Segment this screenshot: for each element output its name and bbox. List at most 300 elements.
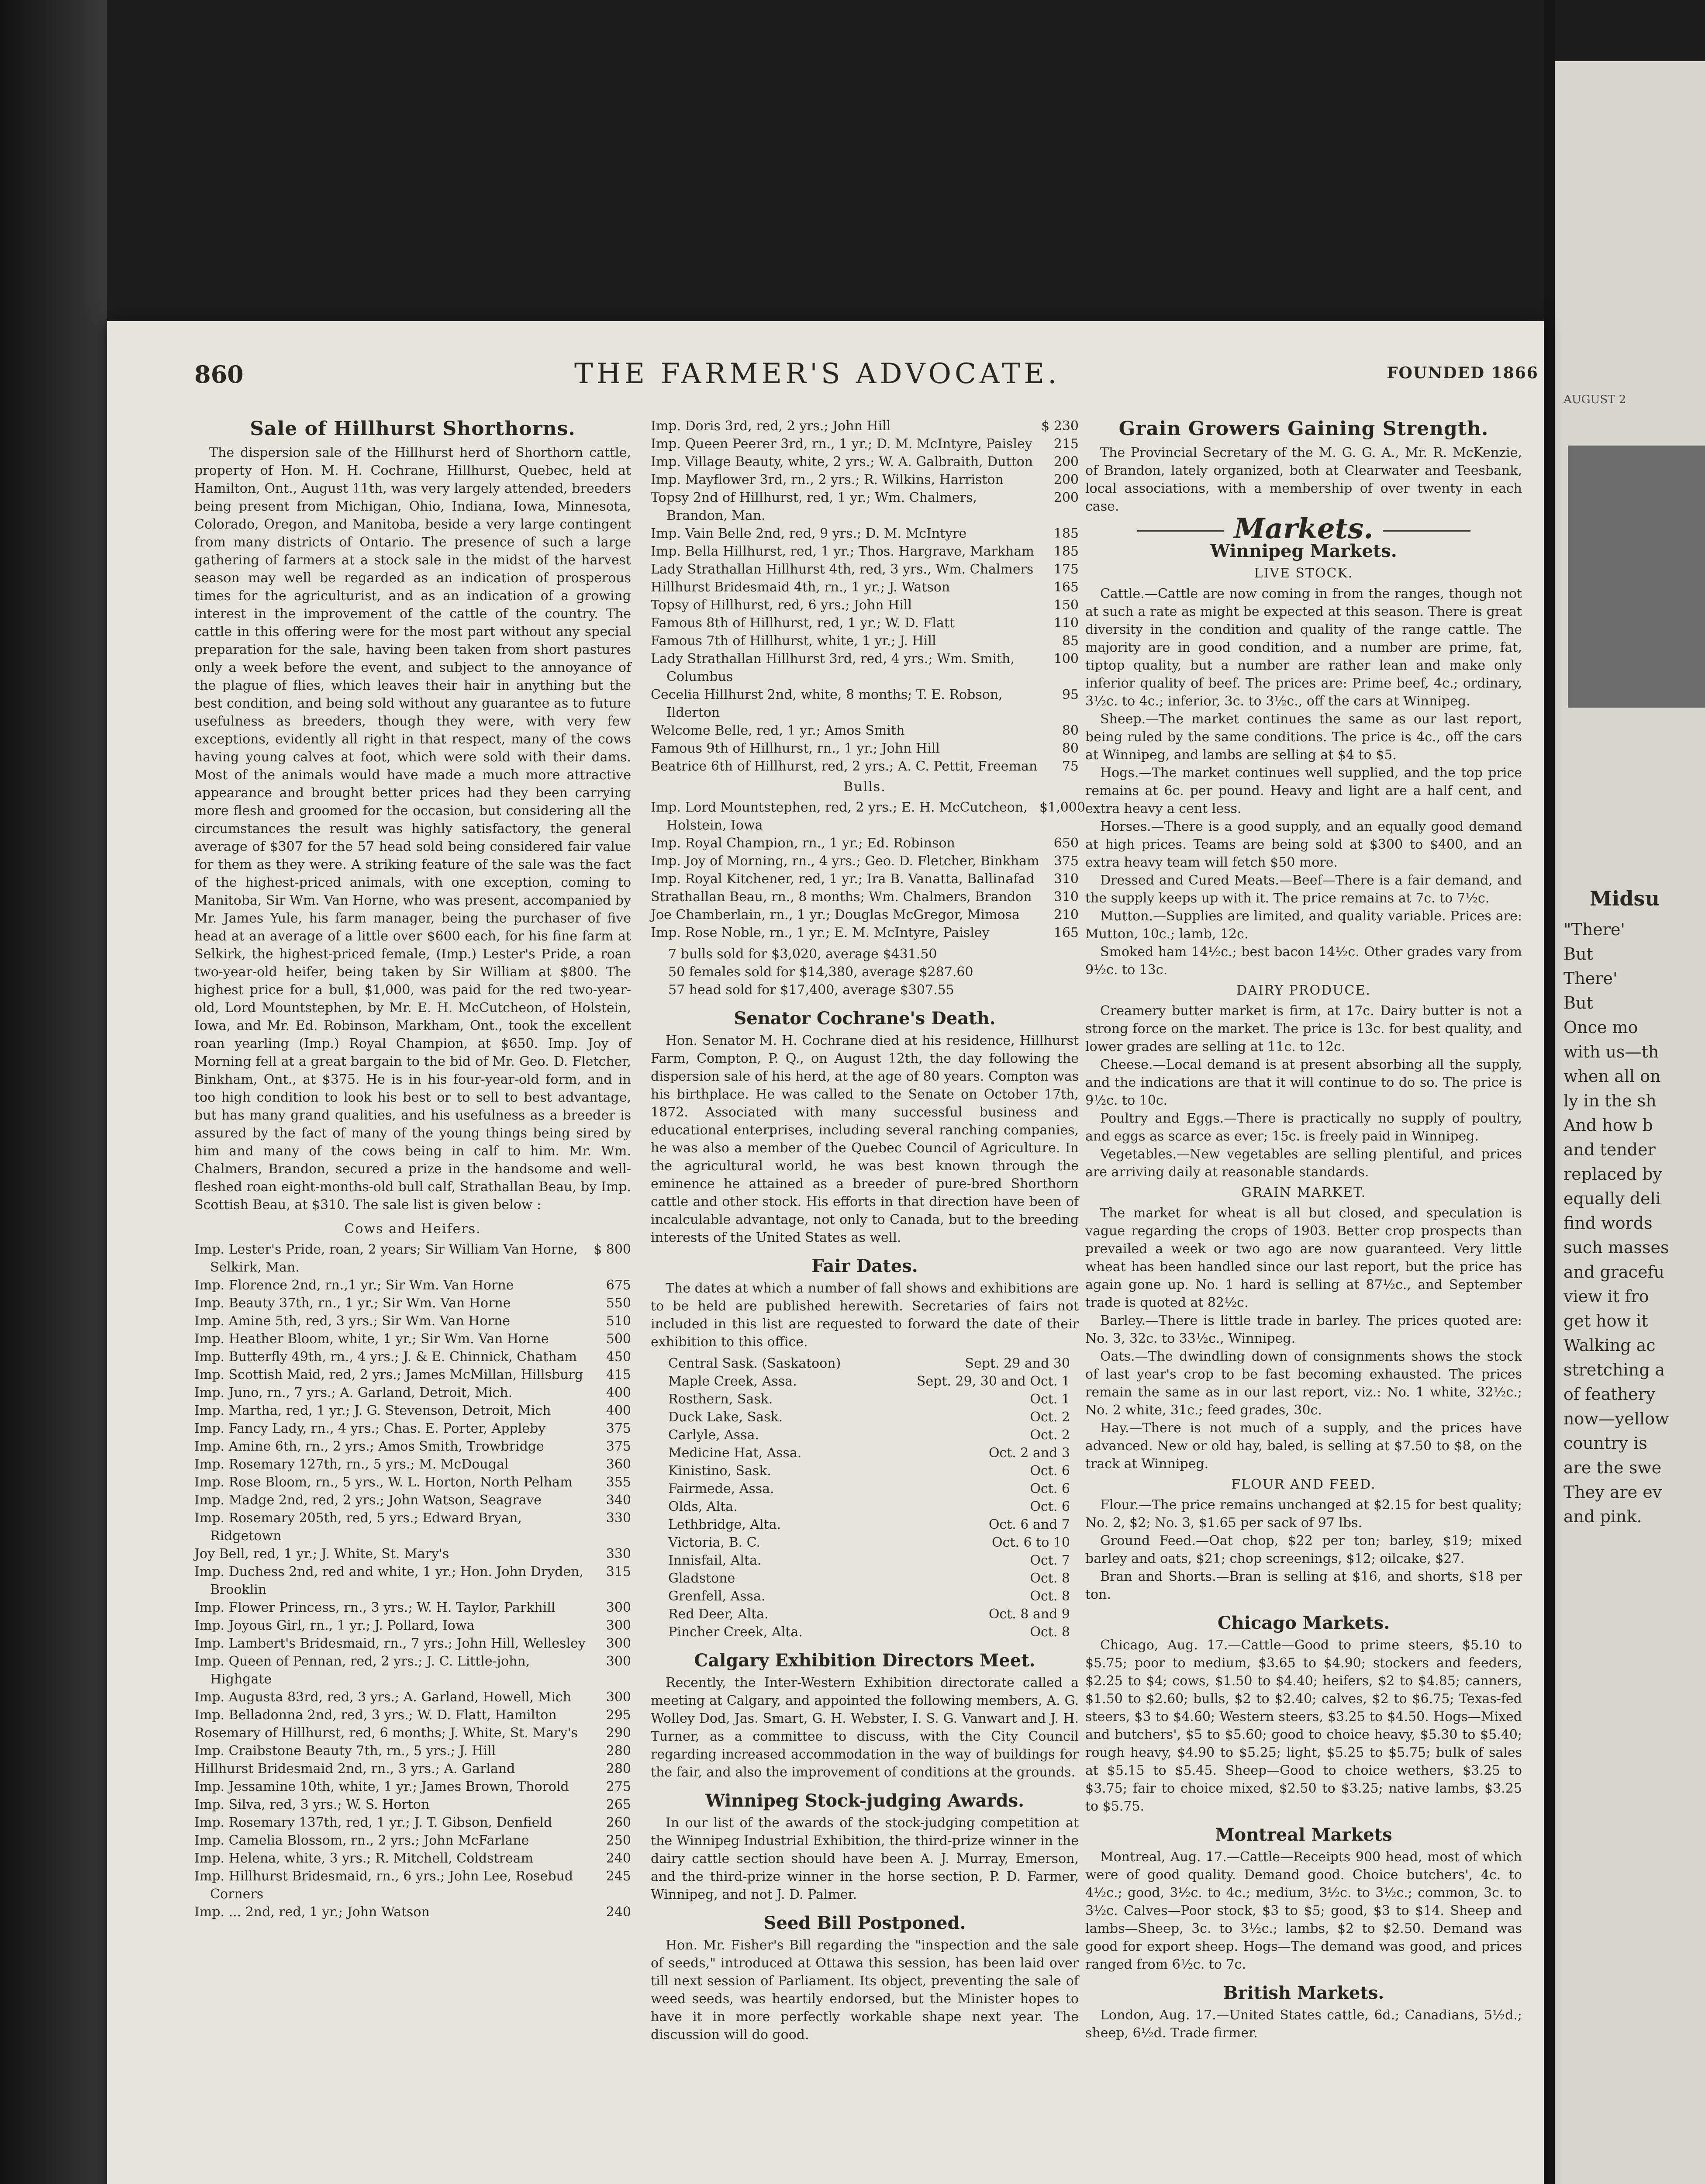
fair-date-row	[651, 1426, 1079, 1444]
next-page-line: are the swe	[1563, 1458, 1662, 1477]
fair-date-row	[651, 1355, 1079, 1372]
animal-buyer: Imp. Craibstone Beauty 7th, rn., 5 yrs.; J. Hill	[194, 1743, 496, 1759]
next-page-line: There'	[1563, 969, 1618, 988]
column-3	[1085, 417, 1522, 2042]
british-body: London, Aug. 17.—United States cattle, 6d.; Canadians, 5½d.; sheep, 6½d. Trade firmer.	[1085, 2008, 1522, 2041]
fair-date: Oct. 8	[1030, 1571, 1070, 1586]
animal-buyer: Imp. Royal Kitchener, red, 1 yr.; Ira B. Vanatta, Ballinafad	[651, 871, 1035, 887]
sale-price: 675	[606, 1278, 631, 1293]
livestock-heading: LIVE STOCK.	[1254, 566, 1353, 581]
chicago-title: Chicago Markets.	[1217, 1613, 1390, 1633]
next-page-text	[1563, 917, 1705, 1529]
animal-buyer: Imp. Duchess 2nd, red and white, 1 yr.; Hon. John Dryden, Brooklin	[194, 1564, 583, 1597]
judging-body: In our list of the awards of the stock-judging competition at the Winnipeg Industrial Exhibition, the third-prize winner in the dairy cattle section should have been A. J. Murray, Emerson, and the third-prize winner in the horse section, P. D. Farmer, Winnipeg, and not J. D. Palmer.	[651, 1815, 1079, 1902]
fair-place: Maple Creek, Assa.	[668, 1374, 797, 1389]
sale-entry	[194, 1724, 631, 1742]
sale-entry	[651, 596, 1079, 614]
sale-price: 500	[606, 1331, 631, 1347]
sale-entry	[651, 870, 1079, 888]
fair-date: Oct. 8 and 9	[988, 1607, 1070, 1622]
fair-date: Oct. 6 to 10	[992, 1535, 1070, 1550]
sale-price: 300	[606, 1618, 631, 1633]
animal-buyer: Imp. Royal Champion, rn., 1 yr.; Ed. Robinson	[651, 836, 955, 851]
sale-entry	[651, 852, 1079, 870]
animal-buyer: Hillhurst Bridesmaid 2nd, rn., 3 yrs.; A. Garland	[194, 1761, 515, 1776]
sale-entry	[651, 489, 1079, 525]
fair-date: Oct. 7	[1030, 1553, 1070, 1568]
market-paragraph: Vegetables.—New vegetables are selling plentiful, and prices are arriving daily at reasonable standards.	[1085, 1147, 1522, 1180]
fair-date-row	[651, 1552, 1079, 1569]
next-page-line: "There'	[1563, 920, 1625, 939]
next-page-line: now—yellow	[1563, 1409, 1669, 1428]
fair-date: Oct. 8	[1030, 1624, 1070, 1640]
fair-date-row	[651, 1462, 1079, 1480]
next-page-line: get how it	[1563, 1311, 1648, 1330]
divider	[1383, 530, 1470, 532]
cochrane-body: Hon. Senator M. H. Cochrane died at his residence, Hillhurst Farm, Compton, P. Q., on August 12th, the day following the dispersion sale of his herd, at the age of 80 years. Compton was his birthplace. He was called to the Senate on October 17th, 1872. Associated with many successful business and educational enterprises, including several ranching companies, he was also a member of the Quebec Council of Agriculture. In the agricultural world, he was best known through the eminence he attained as a breeder of pure-bred Shorthorn cattle and other stock. His efforts in that direction have been of incalculable advantage, not only to Canada, but to the breeding interests of the United States as well.	[651, 1033, 1079, 1245]
column-2	[651, 417, 1085, 2044]
fair-date: Sept. 29 and 30	[965, 1356, 1070, 1371]
fair-date-row	[651, 1408, 1079, 1426]
sale-entry	[194, 1849, 631, 1867]
sale-price: 210	[1053, 907, 1079, 923]
animal-buyer: Imp. ... 2nd, red, 1 yr.; John Watson	[194, 1904, 430, 1920]
montreal-body: Montreal, Aug. 17.—Cattle—Receipts 900 head, most of which were of good quality. Demand good. Choice butchers', 4c. to 4½c.; good, 3½c. to 4c.; medium, 3½c. to 3½c.; common, 3c. to 3½c. Calves—Poor stock, $3 to $5; good, $3 to $14. Sheep and lambs—Sheep, 3c. to 3½c.; lambs, $2 to $2.50. Demand was good for export sheep. Hogs—The demand was good, and prices ranged from 6½c. to 7c.	[1085, 1849, 1522, 1972]
sale-price: $1,000	[1039, 800, 1085, 815]
grain-report	[1085, 1204, 1522, 1473]
market-paragraph: Hogs.—The market continues well supplied, and the top price remains at 6c. per pound. Heavy and light are a half cent, and extra heavy a cent less.	[1085, 765, 1522, 816]
sale-price: 185	[1053, 526, 1079, 541]
cows-list-continued	[651, 417, 1079, 775]
sale-entry	[651, 798, 1085, 834]
market-paragraph: Cheese.—Local demand is at present absorbing all the supply, and the indications are that it will continue to do so. The price is 9½c. to 10c.	[1085, 1057, 1522, 1108]
fair-place: Gladstone	[668, 1571, 735, 1586]
next-page-line: find words	[1563, 1213, 1653, 1233]
fair-date-row	[651, 1516, 1079, 1534]
summary-line: 7 bulls sold for $3,020, average $431.50	[668, 947, 937, 962]
animal-buyer: Imp. Flower Princess, rn., 3 yrs.; W. H. Taylor, Parkhill	[194, 1600, 556, 1615]
market-paragraph: Mutton.—Supplies are limited, and quality variable. Prices are: Mutton, 10c.; lamb, 12c.	[1085, 909, 1522, 942]
animal-buyer: Imp. Amine 6th, rn., 2 yrs.; Amos Smith, Trowbridge	[194, 1439, 544, 1454]
sale-entry	[194, 1688, 631, 1706]
sale-entry	[194, 1330, 631, 1348]
sale-entry	[651, 525, 1079, 543]
animal-buyer: Imp. Madge 2nd, red, 2 yrs.; John Watson, Seagrave	[194, 1493, 542, 1508]
next-page-line: And how b	[1563, 1116, 1653, 1135]
animal-buyer: Imp. Joy of Morning, rn., 4 yrs.; Geo. D. Fletcher, Binkham	[651, 854, 1039, 869]
market-paragraph: Cattle.—Cattle are now coming in from the ranges, though not at such a rate as might be expected at this season. There is great diversity in the condition and quality of the range cattle. The majority are in good condition, and a number are prime, fat, tiptop quality, but a number are rather lean and make only inferior quality of beef. The prices are: Prime beef, 4c.; ordinary, 3½c. to 4c.; inferior, 3c. to 3½c., off the cars at Winnipeg.	[1085, 586, 1522, 709]
animal-buyer: Joe Chamberlain, rn., 1 yr.; Douglas McGregor, Mimosa	[651, 907, 1020, 923]
sale-entry	[194, 1348, 631, 1366]
sale-price: 300	[606, 1636, 631, 1651]
sale-price: 300	[606, 1690, 631, 1705]
sale-entry	[651, 722, 1079, 740]
fair-date-row	[651, 1372, 1079, 1390]
sale-entry	[194, 1742, 631, 1760]
sale-entry	[194, 1473, 631, 1491]
sale-price: 310	[1053, 871, 1079, 887]
sale-price: 200	[1053, 454, 1079, 470]
next-page-line: replaced by	[1563, 1165, 1662, 1184]
sale-entry	[651, 834, 1079, 852]
sale-price: 240	[606, 1851, 631, 1866]
livestock-report	[1085, 585, 1522, 979]
cows-heading: Cows and Heifers.	[344, 1221, 481, 1237]
fair-date: Oct. 1	[1030, 1392, 1070, 1407]
animal-buyer: Joy Bell, red, 1 yr.; J. White, St. Mary's	[194, 1546, 449, 1562]
sale-price: 550	[606, 1296, 631, 1311]
sale-entry	[194, 1420, 631, 1438]
sale-price: 450	[606, 1349, 631, 1365]
sale-entry	[194, 1617, 631, 1635]
page-number: 860	[194, 360, 244, 388]
animal-buyer: Imp. Juno, rn., 7 yrs.; A. Garland, Detroit, Mich.	[194, 1385, 513, 1400]
animal-buyer: Imp. Lambert's Bridesmaid, rn., 7 yrs.; John Hill, Wellesley	[194, 1636, 586, 1651]
animal-buyer: Imp. Lester's Pride, roan, 2 years; Sir William Van Horne, Selkirk, Man.	[194, 1242, 578, 1275]
sale-entry	[194, 1402, 631, 1420]
sale-price: 80	[1062, 723, 1079, 738]
sale-price: 360	[606, 1457, 631, 1472]
next-page-line: view it fro	[1563, 1287, 1649, 1306]
animal-buyer: Imp. Augusta 83rd, red, 3 yrs.; A. Garland, Howell, Mich	[194, 1690, 571, 1705]
summary-line: 50 females sold for $14,380, average $287.60	[668, 964, 973, 980]
next-page-fragment	[1555, 61, 1705, 2184]
sale-entry	[194, 1545, 631, 1563]
markets-banner	[1085, 512, 1522, 545]
fair-place: Olds, Alta.	[668, 1499, 738, 1514]
market-paragraph: The market for wheat is all but closed, and speculation is vague regarding the crops of 1903. Better crop prospects than prevailed a week or two ago are now guaranteed. Very little wheat has been handled since our last report, but the price has again gone up. No. 1 hard is selling at 87½c., and September trade is quoted at 82½c.	[1085, 1206, 1522, 1310]
fair-place: Innisfail, Alta.	[668, 1553, 762, 1568]
sale-entry	[651, 435, 1079, 453]
sale-price: 650	[1053, 836, 1079, 851]
sale-entry	[194, 1491, 631, 1509]
sale-price: 340	[606, 1493, 631, 1508]
sale-price: 315	[606, 1564, 631, 1579]
fair-place: Duck Lake, Sask.	[668, 1410, 783, 1425]
animal-buyer: Imp. Scottish Maid, red, 2 yrs.; James McMillan, Hillsburg	[194, 1367, 583, 1382]
sale-entry	[194, 1312, 631, 1330]
flour-heading: FLOUR AND FEED.	[1231, 1477, 1376, 1492]
animal-buyer: Imp. Jessamine 10th, white, 1 yr.; James Brown, Thorold	[194, 1779, 569, 1794]
grain-growers-body: The Provincial Secretary of the M. G. G. A., Mr. R. McKenzie, of Brandon, lately organized, both at Clearwater and Teesbank, local associations, with a membership of over twenty in each case.	[1085, 445, 1522, 514]
market-paragraph: Bran and Shorts.—Bran is selling at $16, and shorts, $18 per ton.	[1085, 1569, 1522, 1602]
animal-buyer: Imp. Amine 5th, red, 3 yrs.; Sir Wm. Van Horne	[194, 1313, 510, 1329]
sale-price: 290	[606, 1725, 631, 1741]
fair-place: Central Sask. (Saskatoon)	[668, 1356, 841, 1371]
animal-buyer: Imp. Village Beauty, white, 2 yrs.; W. A. Galbraith, Dutton	[651, 454, 1033, 470]
sale-price: 240	[606, 1904, 631, 1920]
masthead: THE FARMER'S ADVOCATE.	[574, 358, 1060, 390]
sale-entry	[194, 1796, 631, 1814]
bulls-heading: Bulls.	[843, 779, 886, 795]
sale-entry	[194, 1706, 631, 1724]
fair-date-row	[651, 1569, 1079, 1587]
next-page-line: They are ev	[1563, 1482, 1662, 1502]
fair-date: Oct. 6	[1030, 1481, 1070, 1496]
sale-price: 300	[606, 1654, 631, 1669]
sale-price: 95	[1062, 687, 1079, 702]
hillhurst-intro: The dispersion sale of the Hillhurst herd of Shorthorn cattle, property of Hon. M. H. Cochrane, Hillhurst, Quebec, held at Hamilton, Ont., August 11th, was very largely attended, breeders being present from Michigan, Ohio, Indiana, Iowa, Minnesota, Colorado, Oregon, and Manitoba, beside a very large contingent from many districts of Ontario. The presence of such a large gathering of farmers at a stock sale in the midst of the harvest season may well be regarded as an indication of prosperous times for the agriculturist, and as an indication of a growing interest in the improvement of the cattle of the country. The cattle in this offering were for the most part without any special preparation for the sale, having been taken from short pastures only a week before the event, and subject to the annoyance of the plague of flies, which leaves their hair in anything but the best condition, and being sold without any guarantee as to future usefulness as breeders, though they were, with very few exceptions, evidently all right in that respect, many of the cows having young calves at foot, which were sold with their dams. Most of the animals would have made a much more attractive appearance and brought better prices had they been carrying more flesh and groomed for the occasion, but considering all the circumstances the result was highly satisfactory, the general average of $307 for the 57 head sold being considered fair value for them as they were. A striking feature of the sale was the fact of the highest-priced animals, with one exception, coming to Manitoba, Sir Wm. Van Horne, who was present, accompanied by Mr. James Yule, his farm manager, being the purchaser of five head at an average of a little over $600 each, for his fine farm at Selkirk, the highest-priced female, (Imp.) Lester's Pride, a roan two-year-old heifer, being taken by Sir William at $800. The highest price for a bull, $1,000, was paid for the red two-year-old, Lord Mountstephen, by Mr. E. H. McCutcheon, of Holstein, Iowa, and Mr. Ed. Robinson, Markham, Ont., took the excellent roan yearling (Imp.) Royal Champion, at $650. Imp. Joy of Morning fell at a great bargain to the bid of Mr. Geo. D. Fletcher, Binkham, Ont., at $375. He is in his four-year-old form, and in too high condition to look his best or to sell to best advantage, but has many grand qualities, and his usefulness as a breeder is assured by the fact of many of the young things being sired by him and many of the cows being in calf to him. Mr. Wm. Chalmers, Brandon, secured a prize in the handsome and well-fleshed roan eight-months-old bull calf, Strathallan Beau, by Imp. Scottish Beau, at $310. The sale list is given below :	[194, 445, 631, 1213]
fair-place: Red Deer, Alta.	[668, 1607, 769, 1622]
column-1	[194, 417, 631, 1921]
sale-entry	[194, 1599, 631, 1617]
calgary-title: Calgary Exhibition Directors Meet.	[694, 1650, 1035, 1671]
sale-entry	[194, 1384, 631, 1402]
sale-entry	[194, 1241, 631, 1276]
sale-entry	[651, 650, 1079, 686]
fair-place: Grenfell, Assa.	[668, 1589, 766, 1604]
animal-buyer: Imp. Helena, white, 3 yrs.; R. Mitchell, Coldstream	[194, 1851, 533, 1866]
fair-place: Pincher Creek, Alta.	[668, 1624, 803, 1640]
sale-price: 260	[606, 1815, 631, 1830]
next-page-line: Once mo	[1563, 1018, 1638, 1037]
fair-date-row	[651, 1534, 1079, 1552]
chicago-body: Chicago, Aug. 17.—Cattle—Good to prime steers, $5.10 to $5.75; poor to medium, $3.65 to $4.90; stockers and feeders, $2.25 to $4; cows, $1.50 to $4.40; heifers, $2 to $4.85; canners, $1.50 to $2.60; bulls, $2 to $2.40; calves, $2 to $6.75; Texas-fed steers, $3 to $4.60; Western steers, $3.25 to $4.50. Hogs—Mixed and butchers', $5 to $5.60; good to choice heavy, $5.30 to $5.40; rough heavy, $4.90 to $5.25; light, $5.25 to $5.75; bulk of sales at $5.15 to $5.45. Sheep—Good to choice wethers, $3.25 to $3.75; fair to choice mixed, $2.50 to $3.25; native lambs, $3.25 to $5.75.	[1085, 1638, 1522, 1814]
founded-line: FOUNDED 1866	[1387, 364, 1539, 382]
sale-entry	[194, 1652, 631, 1688]
animal-buyer: Imp. Queen of Pennan, red, 2 yrs.; J. C. Little-john, Highgate	[194, 1654, 530, 1687]
sale-price: 280	[606, 1743, 631, 1759]
next-page-line: of feathery	[1563, 1385, 1656, 1404]
judging-title: Winnipeg Stock-judging Awards.	[705, 1790, 1025, 1811]
next-page-line: But	[1563, 993, 1593, 1013]
cows-list	[194, 1241, 631, 1921]
sale-entry	[194, 1635, 631, 1652]
sale-entry	[194, 1276, 631, 1294]
animal-buyer: Topsy of Hillhurst, red, 6 yrs.; John Hill	[651, 598, 912, 613]
fair-date: Oct. 2	[1030, 1410, 1070, 1425]
cochrane-title: Senator Cochrane's Death.	[734, 1008, 996, 1029]
sale-entry	[194, 1760, 631, 1778]
sale-price: 330	[606, 1546, 631, 1562]
animal-buyer: Imp. Vain Belle 2nd, red, 9 yrs.; D. M. McIntyre	[651, 526, 967, 541]
sale-price: 75	[1062, 759, 1079, 774]
fair-place: Lethbridge, Alta.	[668, 1517, 781, 1532]
animal-buyer: Rosemary of Hillhurst, red, 6 months; J. White, St. Mary's	[194, 1725, 578, 1741]
sale-price: 400	[606, 1385, 631, 1400]
animal-buyer: Beatrice 6th of Hillhurst, red, 2 yrs.; A. C. Pettit, Freeman	[651, 759, 1038, 774]
sale-price: 245	[606, 1869, 631, 1884]
animal-buyer: Imp. Hillhurst Bridesmaid, rn., 6 yrs.; John Lee, Rosebud Corners	[194, 1869, 573, 1902]
sale-entry	[651, 471, 1079, 489]
sale-price: 355	[606, 1475, 631, 1490]
fair-date: Oct. 6 and 7	[988, 1517, 1070, 1532]
sale-entry	[651, 560, 1079, 578]
market-paragraph: Horses.—There is a good supply, and an equally good demand at high prices. Teams are being sold at $300 to $400, and an extra heavy team will fetch $50 more.	[1085, 819, 1522, 870]
sale-entry	[194, 1438, 631, 1455]
market-paragraph: Sheep.—The market continues the same as our last report, being ruled by the same conditions. The price is 4c., off the cars at Winnipeg, and lambs are selling at $4 to $5.	[1085, 712, 1522, 763]
sale-price: 200	[1053, 490, 1079, 505]
sale-entry	[651, 614, 1079, 632]
bulls-list	[651, 798, 1085, 942]
animal-buyer: Lady Strathallan Hillhurst 3rd, red, 4 yrs.; Wm. Smith, Columbus	[651, 651, 1015, 684]
animal-buyer: Imp. Lord Mountstephen, red, 2 yrs.; E. H. McCutcheon, Holstein, Iowa	[651, 800, 1028, 833]
sale-price: 400	[606, 1403, 631, 1418]
sale-entry	[651, 632, 1079, 650]
fairs-title: Fair Dates.	[811, 1256, 918, 1276]
sale-price: 295	[606, 1707, 631, 1723]
animal-buyer: Imp. Fancy Lady, rn., 4 yrs.; Chas. E. Porter, Appleby	[194, 1421, 546, 1436]
next-page-line: when all on	[1563, 1067, 1661, 1086]
page-gutter	[1544, 0, 1555, 2184]
sale-entry	[651, 906, 1079, 924]
fair-place: Victoria, B. C.	[668, 1535, 761, 1550]
sale-entry	[651, 924, 1079, 942]
scan-left-margin	[0, 0, 107, 2184]
sale-price: 110	[1053, 615, 1079, 631]
sale-entry	[194, 1455, 631, 1473]
sale-entry	[651, 578, 1079, 596]
sale-price: $ 230	[1041, 418, 1079, 434]
sale-entry	[651, 417, 1079, 435]
animal-buyer: Strathallan Beau, rn., 8 months; Wm. Chalmers, Brandon	[651, 889, 1032, 905]
dairy-heading: DAIRY PRODUCE.	[1236, 983, 1371, 998]
winnipeg-markets-title: Winnipeg Markets.	[1210, 541, 1397, 561]
next-page-line: But	[1563, 944, 1593, 964]
next-page-line: and pink.	[1563, 1507, 1642, 1526]
sale-price: 375	[606, 1421, 631, 1436]
animal-buyer: Topsy 2nd of Hillhurst, red, 1 yr.; Wm. Chalmers, Brandon, Man.	[651, 490, 977, 523]
sale-price: 280	[606, 1761, 631, 1776]
sale-price: 175	[1053, 562, 1079, 577]
sale-price: 300	[606, 1600, 631, 1615]
next-page-line: stretching a	[1563, 1360, 1665, 1379]
animal-buyer: Imp. Martha, red, 1 yr.; J. G. Stevenson, Detroit, Mich	[194, 1403, 551, 1418]
sale-entry	[651, 740, 1079, 757]
market-paragraph: Creamery butter market is firm, at 17c. Dairy butter is not a strong force on the market. The price is 13c. for best quality, and lower grades are selling at 11c. to 12c.	[1085, 1003, 1522, 1054]
sale-entry	[651, 757, 1079, 775]
flour-report	[1085, 1496, 1522, 1603]
sale-price: 375	[606, 1439, 631, 1454]
sale-entry	[651, 888, 1079, 906]
sale-entry	[194, 1366, 631, 1384]
divider	[1137, 530, 1224, 532]
sale-price: 310	[1053, 889, 1079, 905]
animal-buyer: Imp. Mayflower 3rd, rn., 2 yrs.; R. Wilkins, Harriston	[651, 472, 1004, 487]
animal-buyer: Imp. Bella Hillhurst, red, 1 yr.; Thos. Hargrave, Markham	[651, 544, 1034, 559]
fair-place: Kinistino, Sask.	[668, 1463, 771, 1479]
next-page-title: Midsu	[1590, 887, 1660, 910]
next-page-line: and gracefu	[1563, 1262, 1664, 1282]
fair-date-row	[651, 1605, 1079, 1623]
next-page-line: with us—th	[1563, 1042, 1659, 1061]
animal-buyer: Imp. Butterfly 49th, rn., 4 yrs.; J. & E. Chinnick, Chatham	[194, 1349, 577, 1365]
market-paragraph: Oats.—The dwindling down of consignments shows the stock of last year's crop to be fast becoming exhausted. The prices remain the same as in our last report, viz.: No. 1 white, 32½c.; No. 2 white, 31c.; feed grades, 30c.	[1085, 1349, 1522, 1418]
fair-place: Carlyle, Assa.	[668, 1427, 759, 1443]
sale-entry	[651, 686, 1079, 722]
market-paragraph: Ground Feed.—Oat chop, $22 per ton; barley, $19; mixed barley and oats, $21; chop screenings, $12; oilcake, $27.	[1085, 1533, 1522, 1566]
animal-buyer: Imp. Beauty 37th, rn., 1 yr.; Sir Wm. Van Horne	[194, 1296, 511, 1311]
sale-entry	[194, 1294, 631, 1312]
seed-bill-body: Hon. Mr. Fisher's Bill regarding the "inspection and the sale of seeds," introduced at Ottawa this session, has been laid over till next session of Parliament. Its object, preventing the sale of weed seeds, was heartily endorsed, but the Minister hopes to have it in more perfectly workable shape next year. The discussion will do good.	[651, 1938, 1079, 2042]
next-page-line: ly in the sh	[1563, 1091, 1657, 1110]
page-header	[107, 360, 1544, 395]
sale-price: 415	[606, 1367, 631, 1382]
fair-date-row	[651, 1480, 1079, 1498]
sale-price: 215	[1053, 436, 1079, 452]
animal-buyer: Cecelia Hillhurst 2nd, white, 8 months; T. E. Robson, Ilderton	[651, 687, 1003, 720]
fair-date: Oct. 8	[1030, 1589, 1070, 1604]
animal-buyer: Hillhurst Bridesmaid 4th, rn., 1 yr.; J. Watson	[651, 580, 950, 595]
grain-heading: GRAIN MARKET.	[1241, 1185, 1367, 1200]
animal-buyer: Imp. Rose Bloom, rn., 5 yrs., W. L. Horton, North Pelham	[194, 1475, 573, 1490]
animal-buyer: Imp. Rose Noble, rn., 1 yr.; E. M. McIntyre, Paisley	[651, 925, 990, 940]
sale-price: 200	[1053, 472, 1079, 487]
fair-dates-list	[651, 1355, 1079, 1641]
sale-entry	[194, 1867, 631, 1903]
fair-date-row	[651, 1390, 1079, 1408]
animal-buyer: Imp. Heather Bloom, white, 1 yr.; Sir Wm. Van Horne	[194, 1331, 549, 1347]
market-paragraph: Flour.—The price remains unchanged at $2.15 for best quality; No. 2, $2; No. 3, $1.65 per sack of 97 lbs.	[1085, 1497, 1522, 1531]
animal-buyer: Imp. Camelia Blossom, rn., 2 yrs.; John McFarlane	[194, 1833, 529, 1848]
sale-price: 80	[1062, 741, 1079, 756]
animal-buyer: Imp. Silva, red, 3 yrs.; W. S. Horton	[194, 1797, 430, 1812]
fair-place: Rosthern, Sask.	[668, 1392, 773, 1407]
sale-entry	[194, 1903, 631, 1921]
market-paragraph: Poultry and Eggs.—There is practically no supply of poultry, and eggs as scarce as ever; 15c. is freely paid in Winnipeg.	[1085, 1111, 1522, 1144]
sale-price: 330	[606, 1510, 631, 1526]
sale-entry	[194, 1509, 631, 1545]
fairs-intro: The dates at which a number of fall shows and exhibitions are to be held are published herewith. Secretaries of fairs not included in this list are requested to forward the date of their exhibition to this office.	[651, 1281, 1079, 1350]
grain-growers-title: Grain Growers Gaining Strength.	[1118, 418, 1489, 440]
market-paragraph: Barley.—There is little trade in barley. The prices quoted are: No. 3, 32c. to 33½c., Winnipeg.	[1085, 1313, 1522, 1346]
fair-date-row	[651, 1498, 1079, 1516]
animal-buyer: Lady Strathallan Hillhurst 4th, red, 3 yrs., Wm. Chalmers	[651, 562, 1034, 577]
animal-buyer: Imp. Rosemary 205th, red, 5 yrs.; Edward Bryan, Ridgetown	[194, 1510, 522, 1544]
fair-date-row	[651, 1444, 1079, 1462]
sale-price: 275	[606, 1779, 631, 1794]
animal-buyer: Welcome Belle, red, 1 yr.; Amos Smith	[651, 723, 905, 738]
sale-entry	[651, 543, 1079, 560]
dairy-report	[1085, 1002, 1522, 1181]
next-page-line: Walking ac	[1563, 1336, 1656, 1355]
sale-entry	[651, 453, 1079, 471]
fair-date: Oct. 6	[1030, 1463, 1070, 1479]
sale-entry	[194, 1563, 631, 1599]
sale-price: 100	[1053, 651, 1079, 667]
montreal-title: Montreal Markets	[1215, 1825, 1392, 1845]
next-page-line: country is	[1563, 1434, 1647, 1453]
animal-buyer: Famous 7th of Hillhurst, white, 1 yr.; J. Hill	[651, 633, 936, 649]
calgary-body: Recently, the Inter-Western Exhibition directorate called a meeting at Calgary, and appointed the following members, A. G. Wolley Dod, Jas. Smart, G. H. Webster, I. S. G. Vanwart and J. H. Turner, as a committee to discuss, with the City Council regarding increased accommodation in the way of buildings for the fair, and also the improvement of conditions at the grounds.	[651, 1675, 1079, 1780]
sale-price: 165	[1053, 925, 1079, 940]
next-page-line: equally deli	[1563, 1189, 1661, 1208]
fair-date: Oct. 2	[1030, 1427, 1070, 1443]
sale-price: 165	[1053, 580, 1079, 595]
next-page-illustration	[1568, 446, 1705, 708]
next-page-date: AUGUST 2	[1563, 393, 1626, 406]
sale-price: 375	[1053, 854, 1079, 869]
sale-entry	[194, 1778, 631, 1796]
summary-line: 57 head sold for $17,400, average $307.55	[668, 982, 954, 998]
animal-buyer: Imp. Belladonna 2nd, red, 3 yrs.; W. D. Flatt, Hamilton	[194, 1707, 557, 1723]
animal-buyer: Imp. Rosemary 137th, red, 1 yr.; J. T. Gibson, Denfield	[194, 1815, 552, 1830]
market-paragraph: Hay.—There is not much of a supply, and the prices have advanced. New or old hay, baled, is selling at $7.50 to $8, on the track at Winnipeg.	[1085, 1420, 1522, 1472]
next-page-line: and tender	[1563, 1140, 1656, 1159]
sale-price: 85	[1062, 633, 1079, 649]
fair-date: Sept. 29, 30 and Oct. 1	[916, 1374, 1070, 1389]
fair-date: Oct. 6	[1030, 1499, 1070, 1514]
sale-entry	[194, 1832, 631, 1849]
fair-place: Fairmede, Assa.	[668, 1481, 774, 1496]
animal-buyer: Famous 9th of Hillhurst, rn., 1 yr.; John Hill	[651, 741, 940, 756]
animal-buyer: Imp. Florence 2nd, rn.,1 yr.; Sir Wm. Van Horne	[194, 1278, 514, 1293]
hillhurst-title: Sale of Hillhurst Shorthorns.	[250, 418, 576, 440]
animal-buyer: Famous 8th of Hillhurst, red, 1 yr.; W. D. Flatt	[651, 615, 955, 631]
sale-price: 250	[606, 1833, 631, 1848]
animal-buyer: Imp. Joyous Girl, rn., 1 yr.; J. Pollard, Iowa	[194, 1618, 475, 1633]
fair-date: Oct. 2 and 3	[988, 1445, 1070, 1461]
